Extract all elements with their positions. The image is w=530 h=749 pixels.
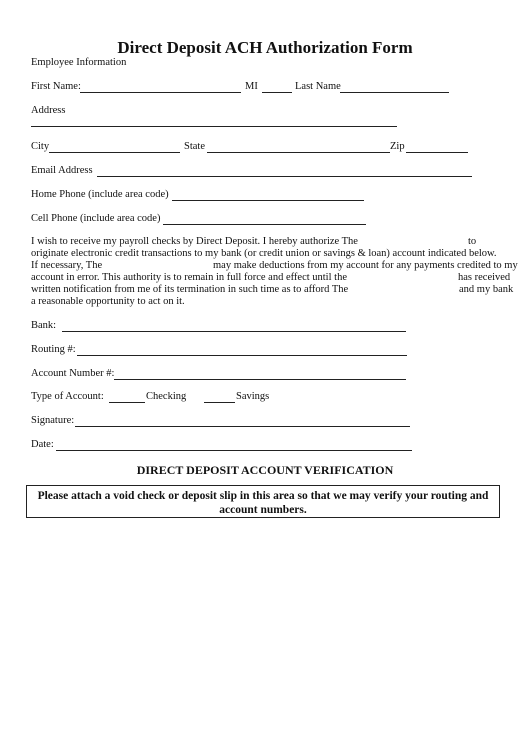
bank-field[interactable]	[62, 331, 406, 332]
auth-line-1b: to	[468, 236, 477, 247]
auth-line-6: a reasonable opportunity to act on it.	[31, 296, 185, 307]
state-label: State	[184, 141, 205, 152]
void-check-instructions: Please attach a void check or deposit slip in this area so that we may verify your routing and account numbers.	[37, 490, 489, 516]
auth-line-5b: and my bank	[459, 284, 514, 295]
account-number-field[interactable]	[114, 379, 406, 380]
verification-heading: DIRECT DEPOSIT ACCOUNT VERIFICATION	[136, 463, 394, 477]
last-name-label: Last Name	[295, 81, 341, 92]
authorization-paragraph	[31, 236, 521, 308]
mi-field[interactable]	[262, 92, 292, 93]
zip-field[interactable]	[406, 152, 468, 153]
savings-label: Savings	[236, 391, 270, 402]
city-field[interactable]	[49, 152, 180, 153]
date-label: Date:	[31, 439, 54, 450]
checking-label: Checking	[146, 391, 187, 402]
first-name-label: First Name:	[31, 81, 81, 92]
zip-label: Zip	[390, 141, 405, 152]
auth-line-4a: account in error. This authority is to remain in full force and effect until the	[31, 272, 347, 283]
auth-line-5a: written notification from me of its termination in such time as to afford The	[31, 284, 349, 295]
routing-label: Routing #:	[31, 344, 76, 355]
address-field[interactable]	[31, 126, 397, 127]
last-name-field[interactable]	[340, 92, 449, 93]
home-phone-field[interactable]	[172, 200, 364, 201]
checking-field[interactable]	[109, 402, 145, 403]
email-label: Email Address	[31, 165, 93, 176]
date-field[interactable]	[56, 450, 412, 451]
cell-phone-field[interactable]	[163, 224, 366, 225]
city-label: City	[31, 141, 50, 152]
employee-info-heading: Employee Information	[31, 57, 127, 68]
form-title: Direct Deposit ACH Authorization Form	[117, 38, 413, 57]
state-field[interactable]	[207, 152, 390, 153]
bank-label: Bank:	[31, 320, 57, 331]
auth-line-1a: I wish to receive my payroll checks by Direct Deposit. I hereby authorize The	[31, 236, 358, 247]
email-field[interactable]	[97, 176, 472, 177]
auth-line-3b: may make deductions from my account for any payments credited to my	[213, 260, 518, 271]
address-label: Address	[31, 105, 66, 116]
home-phone-label: Home Phone (include area code)	[31, 189, 169, 200]
routing-field[interactable]	[77, 355, 407, 356]
auth-line-2: originate electronic credit transactions to my bank (or credit union or savings & loan) account indicated below.	[31, 248, 497, 259]
void-check-box	[26, 485, 500, 518]
type-of-account-label: Type of Account:	[31, 391, 104, 402]
signature-field[interactable]	[75, 426, 410, 427]
signature-label: Signature:	[31, 415, 75, 426]
auth-line-3a: If necessary, The	[31, 260, 103, 271]
account-number-label: Account Number #:	[31, 368, 115, 379]
cell-phone-label: Cell Phone (include area code)	[31, 213, 161, 224]
mi-label: MI	[245, 81, 258, 92]
savings-field[interactable]	[204, 402, 235, 403]
auth-line-4b: has received	[458, 272, 511, 283]
first-name-field[interactable]	[80, 92, 241, 93]
